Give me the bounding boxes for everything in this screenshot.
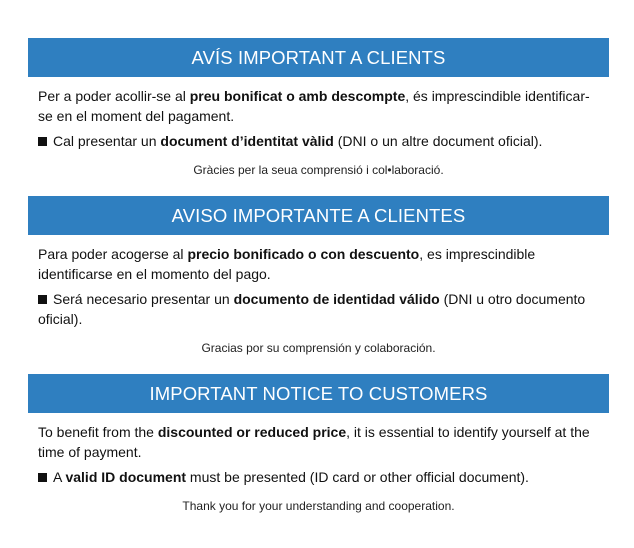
thanks-note: Gracias por su comprensión y colaboración. xyxy=(201,341,436,355)
paragraph-text: (DNI o un altre document oficial). xyxy=(333,133,543,149)
emphasis-text: discounted or reduced price xyxy=(157,424,347,440)
notice-title: AVÍS IMPORTANT A CLIENTS xyxy=(28,38,609,77)
notice-paragraph xyxy=(28,86,609,126)
paragraph-text: , it is essential to identify yourself at the time of payment. xyxy=(38,424,590,460)
notice-title: IMPORTANT NOTICE TO CUSTOMERS xyxy=(28,374,609,413)
notice-bullet-paragraph xyxy=(28,467,609,487)
emphasis-text: precio bonificado o con descuento xyxy=(187,246,420,262)
notice-title: AVISO IMPORTANTE A CLIENTES xyxy=(28,196,609,235)
emphasis-text: documento de identidad válido xyxy=(233,291,440,307)
notice-bullet-paragraph xyxy=(28,131,609,151)
notice-paragraph xyxy=(28,244,609,284)
notice-english xyxy=(28,374,609,514)
square-bullet-icon xyxy=(38,473,47,482)
notice-bullet-paragraph xyxy=(28,289,609,329)
paragraph-text: , es imprescindible identificarse en el momento del pago. xyxy=(38,246,536,282)
paragraph-text: , és imprescindible identificar-se en el moment del pagament. xyxy=(38,88,590,124)
emphasis-text: preu bonificat o amb descompte xyxy=(189,88,406,104)
paragraph-text: Será necesario presentar un xyxy=(53,291,234,307)
thanks-note: Thank you for your understanding and cooperation. xyxy=(182,499,455,513)
paragraph-text: To benefit from the xyxy=(38,424,158,440)
paragraph-text: (DNI u otro documento oficial). xyxy=(38,291,586,327)
notice-paragraph xyxy=(28,422,609,462)
paragraph-text: Cal presentar un xyxy=(53,133,161,149)
emphasis-text: valid ID document xyxy=(65,469,187,485)
notice-catalan xyxy=(28,38,609,178)
paragraph-text: must be presented (ID card or other official document). xyxy=(186,469,529,485)
square-bullet-icon xyxy=(38,137,47,146)
paragraph-text: Para poder acogerse al xyxy=(38,246,188,262)
paragraph-text: Per a poder acollir-se al xyxy=(38,88,190,104)
paragraph-text: A xyxy=(53,469,66,485)
square-bullet-icon xyxy=(38,295,47,304)
emphasis-text: document d’identitat vàlid xyxy=(160,133,334,149)
notice-spanish xyxy=(28,196,609,356)
thanks-note: Gràcies per la seua comprensió i col•laboració. xyxy=(193,163,444,177)
